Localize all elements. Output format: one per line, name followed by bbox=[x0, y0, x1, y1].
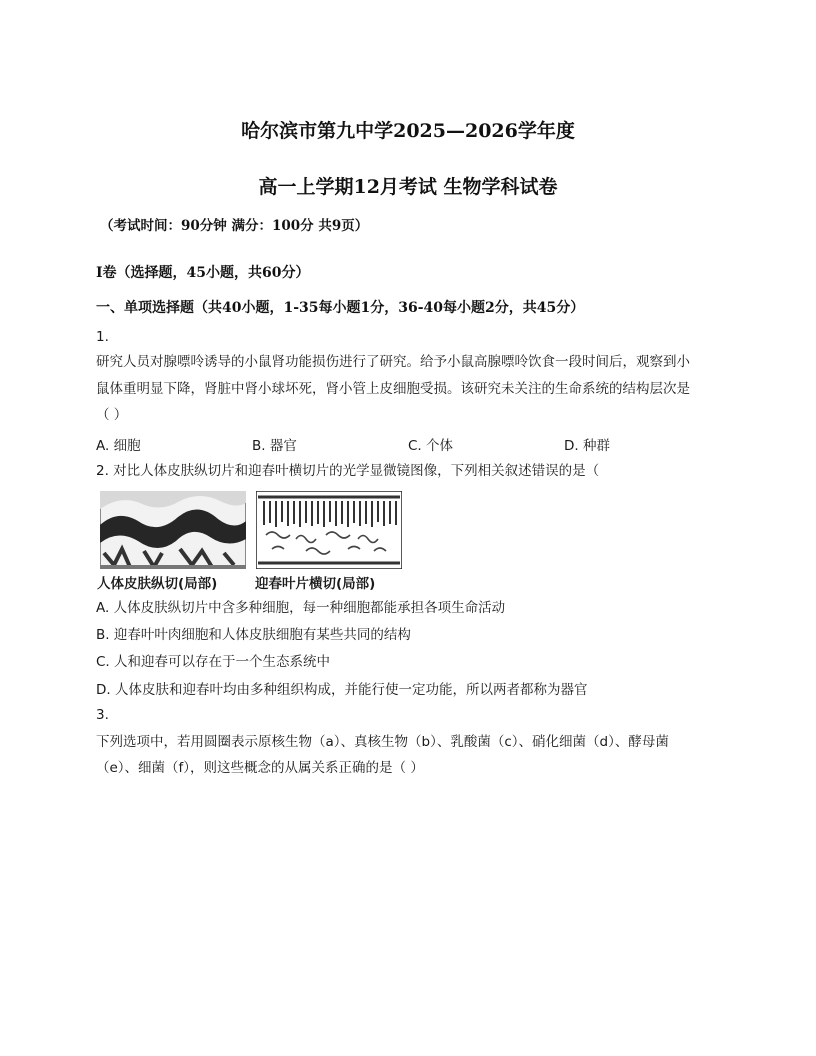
q2-option-c: C. 人和迎春可以存在于一个生态系统中 bbox=[96, 654, 331, 670]
leaf-section-image bbox=[256, 491, 402, 569]
exam-title-subject: 高一上学期12月考试 生物学科试卷 bbox=[258, 176, 558, 198]
skin-section-image bbox=[100, 491, 246, 569]
q3-stem-line1: 下列选项中，若用圆圈表示原核生物（a）、真核生物（b）、乳酸菌（c）、硝化细菌（d）、酵母菌 bbox=[96, 734, 669, 750]
q1-option-d: D. 种群 bbox=[564, 438, 610, 454]
q2-stem: 2. 对比人体皮肤纵切片和迎春叶横切片的光学显微镜图像，下列相关叙述错误的是（ bbox=[96, 463, 600, 479]
q3-stem-line2: （e）、细菌（f），则这些概念的从属关系正确的是（ ） bbox=[96, 760, 424, 776]
skin-section-caption: 人体皮肤纵切(局部) bbox=[97, 576, 218, 592]
volume-heading: I卷（选择题，45小题，共60分） bbox=[96, 265, 310, 281]
q3-number: 3. bbox=[96, 707, 109, 723]
q2-option-d: D. 人体皮肤和迎春叶均由多种组织构成，并能行使一定功能，所以两者都称为器官 bbox=[96, 682, 588, 698]
q1-option-a: A. 细胞 bbox=[96, 438, 141, 454]
part-heading: 一、单项选择题（共40小题，1-35每小题1分，36-40每小题2分，共45分） bbox=[96, 300, 585, 316]
exam-title-school: 哈尔滨市第九中学2025—2026学年度 bbox=[241, 120, 575, 142]
q1-stem-line1: 研究人员对腺嘌呤诱导的小鼠肾功能损伤进行了研究。给予小鼠高腺嘌呤饮食一段时间后，观察到小 bbox=[96, 354, 690, 370]
q1-option-c: C. 个体 bbox=[408, 438, 454, 454]
q2-option-b: B. 迎春叶叶肉细胞和人体皮肤细胞有某些共同的结构 bbox=[96, 627, 411, 643]
q1-number: 1. bbox=[96, 329, 109, 345]
q1-stem-line2: 鼠体重明显下降，肾脏中肾小球坏死，肾小管上皮细胞受损。该研究未关注的生命系统的结构层次是 bbox=[96, 381, 690, 397]
q2-option-a: A. 人体皮肤纵切片中含多种细胞，每一种细胞都能承担各项生命活动 bbox=[96, 600, 506, 616]
q1-options bbox=[96, 434, 716, 454]
q1-option-b: B. 器官 bbox=[252, 438, 297, 454]
q1-stem-line3: （ ） bbox=[96, 407, 128, 423]
leaf-section-caption: 迎春叶片横切(局部) bbox=[255, 576, 376, 592]
exam-info: （考试时间：90分钟 满分：100分 共9页） bbox=[100, 218, 369, 234]
